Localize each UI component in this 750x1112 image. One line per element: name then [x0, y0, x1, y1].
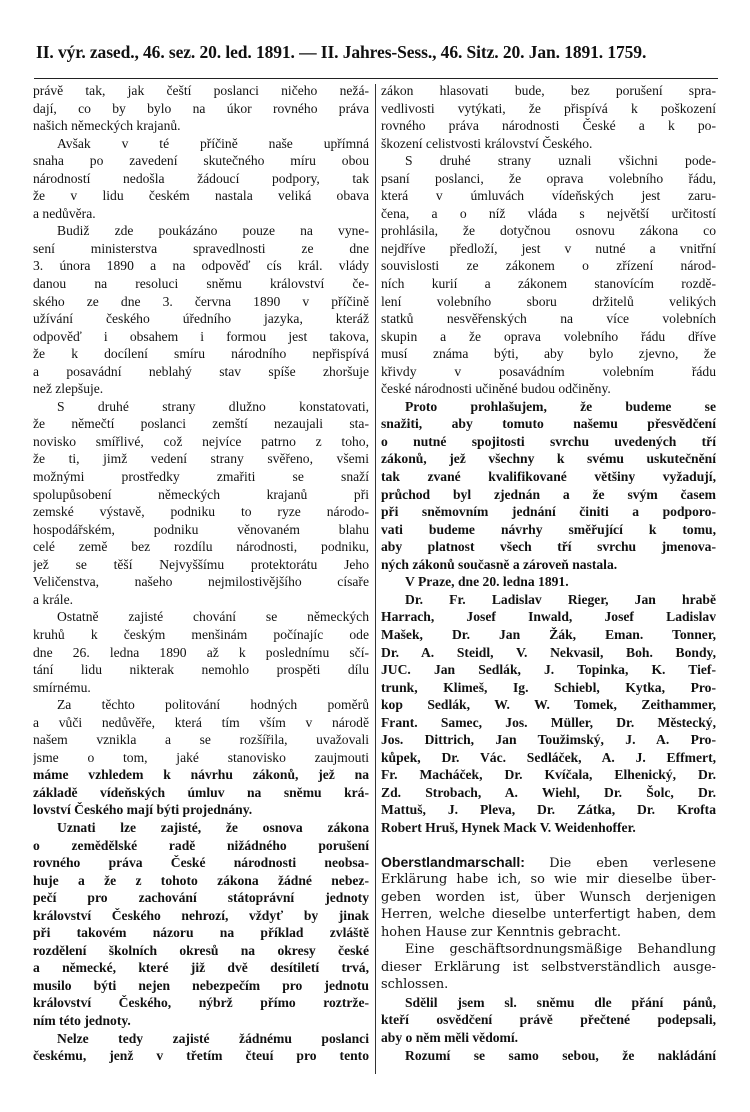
text-line: Za těchto politování hodných poměrů [57, 697, 369, 713]
signatory-line: Dr. A. Steidl, V. Nekvasil, Boh. Bondy, [381, 644, 716, 660]
text-line: křivdy v posavádním volebním řádu [381, 363, 716, 379]
signatory-line: Zd. Strobach, A. Wiehl, Dr. Šolc, Dr. [381, 784, 716, 800]
text-line: a krále. [33, 591, 73, 607]
text-line: čena, a o níž vláda s největší určitostí [381, 205, 716, 221]
page-header: II. výr. zased., 46. sez. 20. led. 1891. — II. Jahres-Sess., 46. Sitz. 20. Jan. 1891. 1759. [36, 42, 647, 62]
text-line: ných zákonů současně a zároveň nastala. [381, 556, 618, 572]
signatory-line: Fr. Macháček, Dr. Kvíčala, Elhenický, Dr. [381, 767, 716, 783]
signatory-line: kop Sedlák, W. W. Tomek, Zeithammer, [381, 697, 716, 713]
speaker-name: Oberstlandmarschall: [381, 853, 525, 870]
text-line: o zemědělské radě nižádného porušení [33, 837, 369, 853]
text-line: že ti, jimž vedení strany svěřeno, všemi [33, 451, 369, 467]
text-line: Nelze tedy zajisté žádnému poslanci [57, 1030, 369, 1046]
text-line: S druhé strany uznali všichni pode- [405, 153, 716, 169]
signatory-line: Dr. Fr. Ladislav Rieger, Jan hrabě [405, 591, 716, 607]
text-line: jsme o tom, jaké stanovisko zaujmouti [33, 749, 369, 765]
signatory-line: trunk, Klimeš, Ig. Schiebl, Kytka, Pro- [381, 679, 716, 695]
text-line: než zlepšuje. [33, 381, 104, 397]
text-line: že k docílení smíru národního nepřispívá [33, 346, 369, 362]
text-line: danou na resoluci sněmu království če- [33, 276, 369, 292]
date-line: V Praze, dne 20. ledna 1891. [405, 574, 569, 590]
text-line: musí známa býti, aby bylo zjevno, že [381, 346, 716, 362]
text-line: národností nedošla žádoucí podpory, tak [33, 170, 369, 186]
text-line: kruhů k českým menšinám počínajíc ode [33, 626, 369, 642]
text-line: českému, jenž v třetím čteuí pro tento [33, 1048, 369, 1064]
text-line: Rozumí se samo sebou, že nakládání [405, 1047, 716, 1063]
signatory-line: Robert Hruš, Hynek Mack V. Weidenhoffer. [381, 819, 636, 835]
text-line: zákon hlasovati bude, bez porušení spra- [381, 83, 716, 98]
text-line: a posavádní neblahý stav spíše zhoršuje [33, 363, 369, 379]
right-column [381, 82, 716, 1064]
text-line: lovství Českého mají býti projednány. [33, 802, 253, 818]
signatory-line: kůpek, Dr. Vác. Sedláček, A. J. Effmert, [381, 749, 716, 765]
header-rule [34, 78, 718, 79]
signatory-line: JUC. Jan Sedlák, J. Topinka, K. Tief- [381, 662, 716, 678]
text-line: právě tak, jak čeští poslanci ničeho nežá- [33, 83, 369, 98]
text-line: užívání českého úředního jazyka, kteráž [33, 311, 369, 327]
text-line: zákonů, jež všechny k svému uskutečnění [381, 451, 716, 467]
text-line: Budiž zde poukázáno pouze na vyne- [57, 223, 369, 239]
text-line: české národnosti učiněné budou odčiněny. [381, 381, 611, 397]
text-line: kteří osvědčení právě přečtené podepsali, [381, 1012, 716, 1028]
signatory-line: Mašek, Dr. Jan Žák, Eman. Tonner, [381, 626, 716, 642]
text-line: zemské výstavě, podniku to ryze národo- [33, 504, 369, 520]
text-line: o nutné spojitosti svrchu uvedených tří [381, 433, 716, 449]
text-line: základě vídeňských úmluv na sněmu krá- [33, 784, 369, 800]
text-line: Ostatně zajisté chování se německých [57, 609, 369, 625]
text-line: geben worden ist, über Wunsch derjenigen [381, 889, 716, 905]
signatory-line: Frant. Samec, Jos. Müller, Dr. Městecký, [381, 714, 716, 730]
text-line: Herren, welche dieselbe unterfertigt haben, dem [381, 907, 716, 923]
text-line: musilo býti nejen nebezpečím pro jednotu [33, 977, 369, 993]
text-line: 3. února 1890 a na odpověď cís král. vlády [33, 258, 369, 274]
text-line: rovného práva národnosti České a k po- [381, 118, 716, 134]
text-line: Sdělil jsem sl. sněmu dle přání pánů, [405, 994, 716, 1010]
text-line: dieser Erklärung ist selbstverständlich ausge- [381, 959, 716, 975]
text-line: schlossen. [381, 977, 449, 993]
text-line: S druhé strany dlužno konstatovati, [57, 398, 369, 414]
text-line: průchod byl zjednán a že svým časem [381, 486, 716, 502]
text-line: huje a že z tohoto zákona žádné nebez- [33, 872, 369, 888]
text-line: Erklärung habe ich, so wie mir dieselbe über- [381, 872, 716, 888]
text-line: ského ze dne 3. června 1890 v příčině [33, 293, 369, 309]
text-line: že němečtí poslanci zemští nezaujali sta- [33, 416, 369, 432]
text-line: při takovém názoru na příklad zvláště [33, 925, 369, 941]
text-line: aby o něm měli vědomí. [381, 1029, 519, 1045]
signatory-line: Harrach, Josef Inwald, Josef Ladislav [381, 609, 716, 625]
text-line: království Českého nehrozí, vždyť by jinak [33, 907, 369, 923]
text-line: sení ministerstva spravedlnosti ze dne [33, 240, 369, 256]
column-divider [375, 84, 376, 1074]
signatory-line: Jos. Dittrich, Jan Toužimský, J. A. Pro- [381, 732, 716, 748]
text-line: statků nesvěřenských na více volebních [381, 311, 716, 327]
text-line: dne 26. ledna 1890 až k poslednímu sčí- [33, 644, 369, 660]
text-line: že v lidu českém nastala veliká obava [33, 188, 369, 204]
text-line: skupin a že oprava volebního řádu dříve [381, 328, 716, 344]
text-line: tání lidu nikterak nemohlo prospěti dílu [33, 662, 369, 678]
text-line: Proto prohlašujem, že budeme se [405, 398, 716, 414]
text-line: celé země bez rozdílu národnosti, podniku, [33, 539, 369, 555]
text-line: souvislosti ze zákonem o zřízení národ- [381, 258, 716, 274]
text-line: prohlásila, že dotyčnou osnovu zákona co [381, 223, 716, 239]
text-line: a nedůvěra. [33, 205, 96, 221]
text-line: Avšak v té příčině naše upřímná [57, 135, 369, 151]
text-line: máme vzhledem k návrhu zákonů, jež na [33, 767, 369, 783]
text-line: škození celistvosti království Českého. [381, 135, 593, 151]
text-line: a německé, které již dvě desítiletí trvá, [33, 960, 369, 976]
text-line: ním této jednoty. [33, 1012, 131, 1028]
signatory-line: Mattuš, J. Pleva, Dr. Zátka, Dr. Krofta [381, 802, 716, 818]
text-line: ních kurií a zákonem stanovícím rozdě- [381, 276, 716, 292]
spacer [381, 837, 716, 854]
text-line: nejdříve předloží, jest v nutné a vnitřní [381, 240, 716, 256]
text-line: možnými prostředky zmařiti se snaží [33, 469, 369, 485]
left-column [33, 82, 369, 1065]
text-line: lení volebního sboru držitelů velikých [381, 293, 716, 309]
text-line: rozdělení školních okresů na okresy české [33, 942, 369, 958]
text-line: jež se těší Nejvyššímu protektorátu Jeho [33, 556, 369, 572]
text-line: Die eben verlesene [549, 855, 716, 871]
text-line: aby platnost všech tří svrchu jmenova- [381, 539, 716, 555]
text-line: psaní poslanci, že oprava volebního řádu, [381, 170, 716, 186]
text-line: a vůči nedůvěře, která tím vším v národě [33, 714, 369, 730]
text-line: která v úmluvách vídeňských jest zaru- [381, 188, 716, 204]
text-line: pečí pro zachování státoprávní jednoty [33, 890, 369, 906]
text-line: spolupůsobení německých krajanů při [33, 486, 369, 502]
speech-first-line [381, 854, 716, 872]
text-line: Uznati lze zajisté, že osnova zákona [57, 819, 369, 835]
text-line: vati budeme návrhy směřující k tomu, [381, 521, 716, 537]
text-line: odpověď i obsahem i formou jest takova, [33, 328, 369, 344]
text-line: vedlivosti vytýkati, že přispívá k poškození [381, 100, 716, 116]
text-line: hospodářském, podniku věnovaném blahu [33, 521, 369, 537]
text-line: snažiti, aby tomuto našemu přesvědčení [381, 416, 716, 432]
text-line: dají, co by bylo na úkor rovného práva [33, 100, 369, 116]
text-line: rovného práva České národnosti neobsa- [33, 855, 369, 871]
text-line: smírnému. [33, 679, 91, 695]
text-line: našem vznikla a se rozšířila, uvažovali [33, 732, 369, 748]
text-line: království Českého, nýbrž přímo roztrže- [33, 995, 369, 1011]
text-line: našich německých krajanů. [33, 118, 181, 134]
text-line: snaha po zavedení skutečného míru obou [33, 153, 369, 169]
text-line: novisko smířlivé, což nejvíce patrno z toho, [33, 433, 369, 449]
text-line: hohen Hause zur Kenntnis gebracht. [381, 924, 621, 940]
text-line: při sněmovním jednání činiti a podporo- [381, 504, 716, 520]
text-line: tak zvané kvalifikované většiny vyžadují, [381, 469, 716, 485]
text-line: Eine geschäftsordnungsmäßige Behandlung [405, 942, 716, 958]
text-line: Veličenstva, našeho nejmilostivějšího císaře [33, 574, 369, 590]
